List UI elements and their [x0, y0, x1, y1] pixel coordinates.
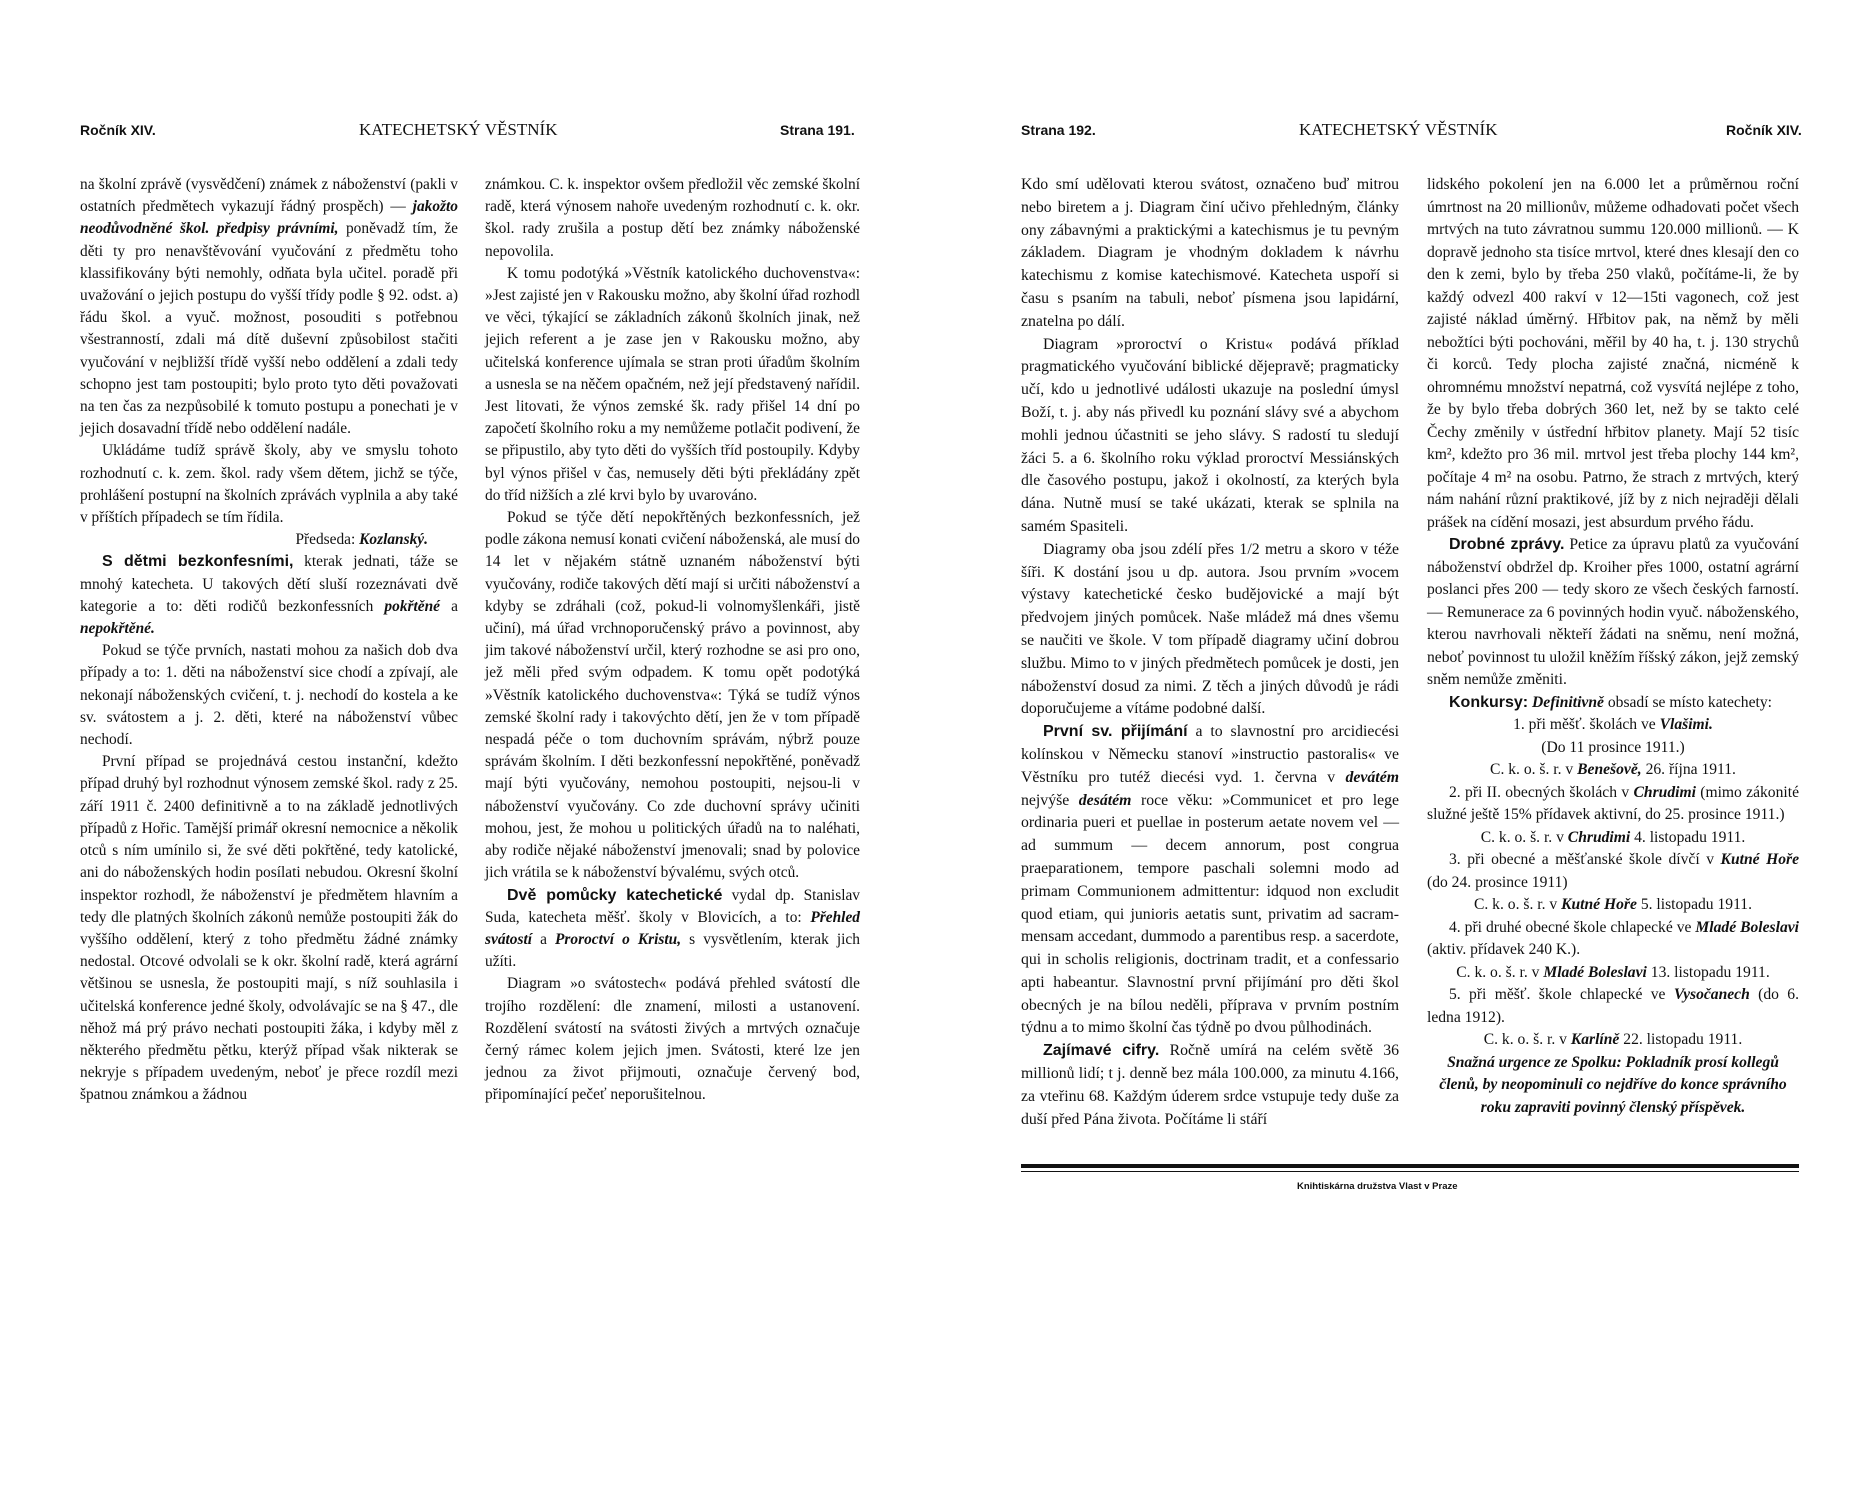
section-heading: Drobné zprávy. [1449, 536, 1565, 553]
right-column-1 [1021, 174, 1399, 1131]
text: 2. při II. obecných školách v [1449, 783, 1630, 801]
text: kterak jednati, táže se mnohý katecheta. U takových dětí sluší rozeznávati dvě kategorie a to: děti rodičů bezkonfessních [80, 553, 458, 615]
list-item [1427, 782, 1799, 827]
text: 5. listopadu 1911. [1640, 896, 1752, 913]
text: Kutné Hoře [1720, 851, 1799, 868]
text: C. k. o. š. r. v [1490, 761, 1574, 778]
text: poněvadž tím, že děti ty pro nenavštěvování vyučování z předmětu toho klassifikovány býti nemohly, odňata byla učitel. poradě při uvažování o jejich postupu do vyšší třídy podle § 92. odst. a) řádu škol. a vyuč. možnost, posouditi s potřebnou všestranností, zdali má dítě duševní způsobilost stačiti vyučování v nejbližší třídě vyšší nebo oddělení a zdali tedy schopno jest tam postoupiti; bylo proto tyto děti považovati na ten čas za nezpůsobilé k tomuto postupu a ponechati je v jejich dosavadní třídě nebo oddělení nadále. [80, 220, 458, 438]
text: vydal dp. Stanislav Suda, katecheta měšť. školy v Blovicích, a to: [485, 886, 860, 926]
section-heading: Konkursy: [1449, 693, 1529, 711]
konkursy-list [1427, 714, 1799, 1052]
list-item [1427, 714, 1799, 737]
text: nepokřtěné. [80, 620, 155, 638]
text: Proroctví o Kristu, [555, 930, 682, 948]
text: Chrudimi [1567, 828, 1631, 846]
list-item: (Do 11 prosince 1911.) [1541, 738, 1685, 756]
text: Kozlanský. [359, 531, 428, 549]
paragraph: Pokud se týče dětí nepokřtěných bezkonfessních, jež podle zákona nemusí konati cvičení náboženská, ale musí do 14 let v nějakém státně uznaném náboženství býti vyučovány, rodiče takových dětí mají si určiti náboženství a kdyby se zdráhali (což, pokud-li volnomyšlenkáři, jistě učiní), má úřad vrchnoporučenský právo a povinnost, aby jim takové náboženství určil, který rozhodne se asi pro ono, jež měli před svým odpadem. K tomu opět podotýká »Věstník katolického duchovenstva«: Týká se tudíž výnos zemské školní rady i takovýchto dětí, jen že v tom případě nespadá péče o tom duchovním správám, nýbrž pouze správám školním. I děti bezkonfessní nepokřtěné, poněvadž mají býti vyučovány, nemohou postoupiti, nejsou-li v náboženství vyučovány. Co zde duchovní správy učiniti mohou, jest, že mohou u politických úřadů na to naléhati, aby rodiče nějaké náboženství jmenovali; snad by polovice jich vrátila se k náboženství bývalému, svých otců. [485, 509, 860, 882]
paragraph: K tomu podotýká »Věstník katolického duchovenstva«: »Jest zajisté jen v Rakousku možno, aby školní úřad rozhodl ve věci, týkající se základních zákonů školních jinak, než jejich referent a je zase jen v Rakousku možno, aby učitelská konference ujímala se stran proti úřadům školním a usnesla se na něčem opačném, než její představený nařídil. Jest litovati, že výnos zemské šk. rady přišel 14 dní po započetí školního roku a my nemůžeme potlačit podivení, že se připustilo, aby tyto děti do vyšších tříd postoupily. Kdyby byl výnos přišel v čas, nemusely děti býti překládány zpět do tříd nižších a zlé krvi bylo by uvarováno. [485, 264, 860, 504]
list-item [1427, 894, 1799, 917]
left-column-1 [80, 174, 458, 1107]
signature-line [80, 529, 458, 551]
paragraph: Diagram »o svátostech« podává přehled svátostí dle trojího rozdělení: dle znamení, milosti a ustanovení. Rozdělení svátostí na svátosti živých a mrtvých označuje černý rámec kolem jejich jmen. Svátosti, které lze jen jednou za život přijmouti, označuje červený bod, připomínající pečeť neporušitelnou. [485, 975, 860, 1104]
text: 5. při měšť. škole chlapecké ve [1449, 986, 1666, 1003]
paragraph [80, 551, 458, 640]
text: devátém [1345, 768, 1399, 786]
text: (do 6. ledna 1912). [1427, 986, 1799, 1026]
paragraph: Diagram »proroctví o Kristu« podává příklad pragmatického vyučování biblické dějepravě; pragmaticky učí, kdo u jednotlivé události ukazuje na poslední úmysl Boží, t. j. aby nás přivedl ku poznání slávy své a abychom mohli jednou účastniti se jeho slávy. S radostí tu sledují žáci 5. a 6. školního roku výklad proroctví Messiánských dle časového postupu, jakož i okolností, za kterých byla dána. Nutně musí se také ukázati, kterak se splnila na samém Spasiteli. [1021, 335, 1399, 535]
text: (mimo zákonité služné ještě 15% přídavek aktivní, do 25. prosince 1911.) [1427, 783, 1799, 823]
section-heading: Dvě pomůcky katechetické [507, 886, 723, 904]
text: Mladé Boleslavi [1543, 963, 1647, 981]
list-item [1427, 849, 1799, 894]
paragraph: Diagramy oba jsou zdélí přes 1/2 metru a skoro v téže šíři. K dostání jsou u dp. autora. Jsou prvním »vocem výstavy katechetické česko budějovické a mají být předvojem jiných pomůcek. Naše mládež má dnes všemu se naučiti ve škole. V tom případě diagramy učiní dobrou službu. Mimo to v jiných předmětech pomůcek je dosti, jen náboženství dosud za nimi. Z těch a jiných důvodů je rádi doporučujeme a vítáme podobné další. [1021, 540, 1399, 718]
text: 1. při měšť. školách ve [1513, 716, 1656, 733]
paragraph: První případ se projednává cestou instanční, kdežto případ druhý byl rozhodnut výnosem zemské škol. rady z 25. září 1911 č. 2400 definitivně a to na základě jednotlivých případů z Hořic. Tamější primář okresní nemocnice a několik otců s ním umínilo si, že své děti pokřtěné, tedy katolické, ani do náboženských hodin posílati nebudou. Okresní školní inspektor rozhodl, že náboženství je předmětem hlavním a tedy dle platných školních zákonů nemůže postoupiti žák do vyššího oddělení, který z toho předmětu žádné známky nedostal. Otcové odvolali se k okr. školní radě, která agrární většinou se usnesla, že postoupiti mají, s níž souhlasila i učitelská konference jedné školy, odvolávajíc se na § 47., dle něhož má prý právo nechati postoupiti žáka, i kdyby měl z některého předmětu pětku, kterýž případ však nikterak se nekryje s případem uvedeným, neboť je přece rozdíl mezi špatnou známkou a žádnou [80, 753, 458, 1104]
text: Ročně umírá na celém světě 36 millionů lidí; t j. denně bez mála 100.000, za minutu 4.166, za vteřinu 68. Každým úderem srdce vstupuje tedy duše za duší před Pána života. Počítáme li stáří [1021, 1042, 1400, 1128]
text: Definitivně [1532, 693, 1604, 711]
text: roce věku: »Communicet et pro lege ordinaria pueri et puellae in posterum aetate novem vel — ad summum — decem annorum, post congrua praeparationem, tempore paschali solemni modo ad primam Communionem admittentur: idquod non excludit quod etiam, qui junioris aetatis sunt, privatim ad sacram-mensam accedant, dummodo a parentibus resp. a sacerdote, qui in scholis religionis, doctrinam tradit, et a confessario apti habeantur. Slavnostní první přijímání pro děti škol obecných je na bílou neděli, příprava v prvním postním týdnu a to mimo školní čas týdně po dvou půlhodinách. [1021, 791, 1400, 1037]
left-column-2 [485, 174, 860, 1107]
paragraph: lidského pokolení jen na 6.000 let a průměrnou roční úmrtnost na 20 millionův, můžeme odhadovati počet všech mrtvých na tuto závratnou summu 120.000 millionů. — K dopravě jednoho sta tisíce mrtvol, které dnes klesají den co den k zemi, bylo by třeba 250 vlaků, počítáme-li, že by každý odvezl 400 rakví v 12—15ti vagonech, což jest zajisté náklad úměrný. Hřbitov pak, na němž by měli nebožtíci býti pochováni, měřil by 40 ha, t. j. 130 strychů či korců. Tedy plocha zajisté značná, nicméně k ohromnému množství nepatrná, což vysvítá nejlépe z toho, že by bylo třeba dobrých 360 let, než by se takto celé Čechy změnily v ústřední hřbitov planety. Mají 52 tisíc km², kdežto pro 36 mil. mrtvol jest třeba plochy 144 km², počítaje 4 m² na osobu. Patrno, že strach z mrtvých, který nám nahání různí praktikové, jíž by z nich nejraději dělali prášek na cídění mosazi, jest absurdum prvého řádu. [1427, 176, 1799, 531]
text: jakožto neodůvodněné škol. předpisy právními, [80, 198, 458, 238]
list-item [1427, 759, 1799, 782]
left-volume-label: Ročník XIV. [80, 122, 156, 138]
text: Přehled svátostí [485, 908, 860, 948]
text: Benešově, [1577, 761, 1642, 778]
text: 13. listopadu 1911. [1650, 963, 1770, 981]
text: desátém [1078, 791, 1132, 809]
right-volume-label: Ročník XIV. [1726, 122, 1802, 138]
text: Chrudimi [1633, 783, 1696, 801]
list-item [1427, 917, 1799, 962]
text: Petice za úpravu platů za vyučování náboženství obdržel dp. Kroiher přes 1000, ostatní agrární poslanci přes 200 — tedy skoro ze všech českých farností. — Remunerace za 6 povinných hodin vyuč. náboženského, kterou navrhovali někteří žádati na sněmu, není možná, neboť povinnost tu uložil kněžím říšský zákon, jejž zemský sněm nemůže změniti. [1427, 536, 1800, 688]
text: Kutné Hoře [1561, 896, 1637, 913]
text: na školní zprávě (vysvědčení) známek z náboženství (pakli v ostatních předmětech vykazují řádný prospěch) — [80, 176, 458, 216]
paragraph: Ukládáme tudíž správě školy, aby ve smyslu tohoto rozhodnutí c. k. zem. škol. rady všem dětem, jichž se týče, prohlášení postupní na školních zprávách vyplnila a aby také v příštích případech se tím řídila. [80, 442, 458, 527]
text: Mladé Boleslavi [1695, 918, 1800, 936]
paragraph [1427, 534, 1799, 692]
text: a [540, 930, 547, 948]
list-item [1427, 962, 1799, 985]
list-item [1427, 984, 1799, 1029]
paragraph: známkou. C. k. inspektor ovšem předložil věc zemské školní radě, která výnosem nahoře uvedeným rozhodnutí c. k. okr. škol. rady zrušila a postup dětí bez známky náboženské nepovolila. [485, 176, 860, 260]
bottom-rule-thick [1021, 1164, 1799, 1168]
text: s vysvětlením, kterak jich užíti. [485, 930, 860, 971]
section-heading: První sv. přijímání [1043, 723, 1188, 741]
paragraph [1427, 692, 1799, 715]
text: nejvýše [1021, 791, 1070, 809]
section-heading: Zajímavé cifry. [1043, 1042, 1160, 1060]
right-page-number: Strana 192. [1021, 122, 1096, 138]
text: C. k. o. š. r. v [1456, 963, 1540, 981]
text: a [451, 597, 458, 615]
section-heading: S dětmi bezkonfesními, [102, 553, 294, 571]
text: a to slavnostní pro arcidiecési kolínskou v Německu stanoví »instructio pastoralis« ve Věstníku pro tutéž diecési vyd. 1. června v [1021, 723, 1400, 786]
text: Vysočanech [1673, 986, 1750, 1003]
list-item [1427, 1029, 1799, 1052]
urgent-notice: Snažná urgence ze Spolku: Pokladník prosí kollegů členů, by neopominuli co nejdříve do konce správního roku zapraviti povinný členský příspěvek. [1439, 1053, 1787, 1116]
printer-imprint: Knihtiskárna družstva Vlast v Praze [1297, 1181, 1458, 1192]
right-column-2 [1427, 174, 1799, 1119]
text: 4. listopadu 1911. [1634, 828, 1746, 846]
left-journal-title: KATECHETSKÝ VĚSTNÍK [359, 120, 558, 139]
text: (do 24. prosince 1911) [1427, 873, 1568, 891]
text: 26. října 1911. [1645, 761, 1736, 778]
text: obsadí se místo katechety: [1607, 693, 1772, 711]
text: C. k. o. š. r. v [1483, 1031, 1567, 1048]
left-page-number: Strana 191. [780, 122, 855, 138]
right-page [937, 0, 1874, 1500]
text: 3. při obecné a měšťanské škole dívčí v [1449, 851, 1714, 868]
text: Karlíně [1570, 1031, 1620, 1048]
bottom-rule-thin [1021, 1171, 1799, 1172]
paragraph [485, 885, 860, 974]
paragraph: Kdo smí udělovati kterou svátost, označeno buď mitrou nebo biretem a j. Diagram činí učivo přehledným, články ony zábavnými a praktickými a katechismus je tu pevným základem. Diagram je vhodným dokladem k návrhu katechismu z komise katechismové. Katecheta uspoří si času s psaním na tabuli, neboť písmena jsou lapidární, znatelna po dálí. [1021, 176, 1399, 330]
right-journal-title: KATECHETSKÝ VĚSTNÍK [1299, 120, 1498, 139]
paragraph: Pokud se týče prvních, nastati mohou za našich dob dva případy a to: 1. děti na náboženství sice chodí a zpívají, ale nekonají náboženských cvičení, t. j. nechodí do kostela a ke sv. svátostem a j. 2. děti, které na náboženství vůbec nechodí. [80, 642, 458, 749]
text: pokřtěné [384, 597, 440, 615]
text: Vlašimi. [1659, 716, 1713, 733]
text: 22. listopadu 1911. [1623, 1031, 1743, 1048]
paragraph [1021, 1040, 1399, 1131]
text: Předseda: [295, 531, 356, 549]
paragraph [1021, 721, 1399, 1040]
text: C. k. o. š. r. v [1480, 828, 1564, 846]
paragraph [80, 174, 458, 440]
list-item [1427, 827, 1799, 850]
text: C. k. o. š. r. v [1473, 896, 1558, 913]
text: (aktiv. přídavek 240 K.). [1427, 941, 1581, 958]
text: 4. při druhé obecné škole chlapecké ve [1449, 918, 1692, 936]
